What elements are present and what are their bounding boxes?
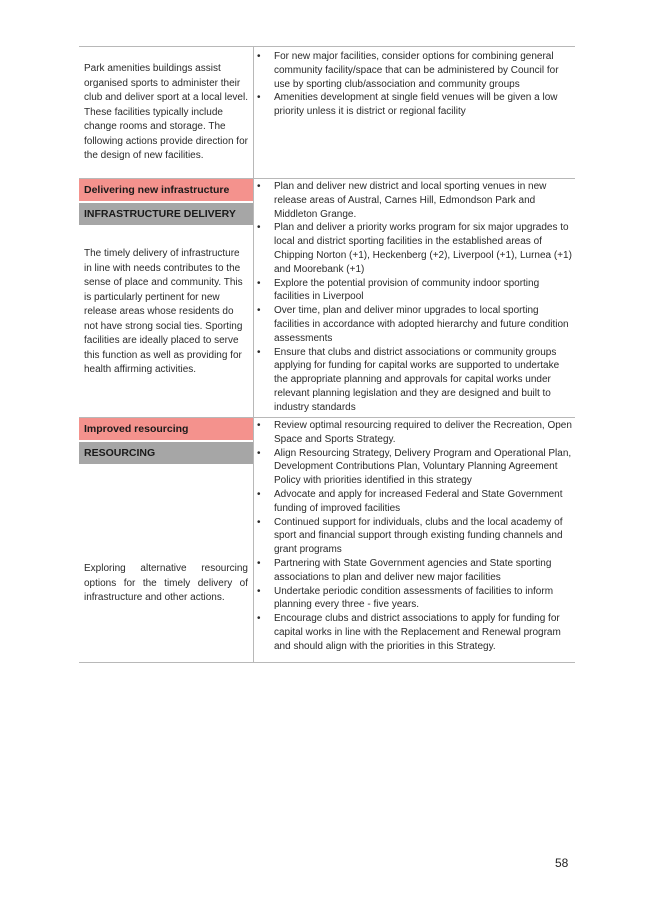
left-cell xyxy=(79,179,254,418)
left-cell xyxy=(79,47,254,179)
section-subheading: RESOURCING xyxy=(79,442,253,464)
action-list xyxy=(254,419,575,654)
table-row-infrastructure xyxy=(79,179,575,418)
bullet-icon: • xyxy=(257,51,261,62)
list-item: • Plan and deliver new district and local sporting venues in new release areas of Austral, Carnes Hill, Edmondson Park and Middleton Grange. xyxy=(257,181,547,220)
right-cell xyxy=(254,179,576,418)
section-heading: Delivering new infrastructure xyxy=(79,179,253,203)
right-cell xyxy=(254,47,576,179)
bullet-icon: • xyxy=(257,222,261,234)
bullet-icon: • xyxy=(257,181,261,192)
bullet-icon: • xyxy=(257,420,261,431)
list-item: • Advocate and apply for increased Federal and State Government funding of improved facilities xyxy=(257,488,563,514)
strategy-table xyxy=(79,46,575,663)
bullet-icon: • xyxy=(257,613,261,625)
list-item: • Align Resourcing Strategy, Delivery Program and Operational Plan, Development Contributions Plan, Voluntary Planning Agreement Policy with priorities identified in this strategy xyxy=(257,447,572,487)
section-heading: Improved resourcing xyxy=(79,418,253,442)
page-number: 58 xyxy=(555,856,569,870)
table-row-resourcing xyxy=(79,418,575,663)
list-item: • Review optimal resourcing required to deliver the Recreation, Open Space and Sports Strategy. xyxy=(257,420,572,445)
bullet-icon: • xyxy=(257,585,261,597)
list-item: • For new major facilities, consider options for combining general community facility/space that can be administered by Council for use by sporting club/association and community groups xyxy=(257,51,559,90)
list-item: • Amenities development at single field venues will be given a low priority unless it is district or regional facility xyxy=(257,92,558,118)
list-item: • Partnering with State Government agencies and State sporting associations to plan and deliver new major facilities xyxy=(257,557,552,583)
bullet-icon: • xyxy=(257,447,261,459)
left-cell xyxy=(79,418,254,663)
list-item: • Undertake periodic condition assessments of facilities to inform planning every three - five years. xyxy=(257,585,554,611)
list-item: • Ensure that clubs and district associations or community groups applying for funding for capital works are supported to undertake the appropriate planning and approvals for capital works under relevant planning legislation and they are designed and built to industry standards xyxy=(257,346,560,413)
table-row-amenities xyxy=(79,47,575,179)
description-text: Exploring alternative resourcing options for the timely delivery of infrastructure and other actions. xyxy=(84,563,248,603)
bullet-icon: • xyxy=(257,92,261,104)
action-list xyxy=(254,50,575,119)
bullet-icon: • xyxy=(257,488,261,500)
list-item: • Plan and deliver a priority works program for six major upgrades to local and district sporting facilities in the established areas of Chipping Norton (+1), Heckenberg (+2), Liverpool (+1), Lurnea (+1) and Moorebank (+1) xyxy=(257,222,572,275)
list-item: • Over time, plan and deliver minor upgrades to local sporting facilities in accordance with adopted hierarchy and future condition assessments xyxy=(257,305,569,344)
list-item: • Encourage clubs and district associations to apply for funding for capital works in line with the Replacement and Renewal program and should align with the priorities in this Strategy. xyxy=(257,613,561,652)
bullet-icon: • xyxy=(257,557,261,569)
list-item: • Continued support for individuals, clubs and the local academy of sport and financial support through existing funding channels and grant programs xyxy=(257,516,563,556)
bullet-icon: • xyxy=(257,305,261,317)
right-cell xyxy=(254,418,576,663)
bullet-icon: • xyxy=(257,516,261,528)
description-text: The timely delivery of infrastructure in line with needs contributes to the sense of place and community. This is particularly pertinent for new release areas whose residents do not have strong social ties. Sporting facilities are ideally placed to serve this function as well as providing for health affirming activities. xyxy=(84,248,243,375)
list-item: • Explore the potential provision of community indoor sporting facilities in Liverpool xyxy=(257,277,540,303)
description-text: Park amenities buildings assist organised sports to administer their club and deliver sport at a local level. These facilities typically include change rooms and storage. The following actions provide direction for the design of new facilities. xyxy=(84,63,248,161)
section-subheading: INFRASTRUCTURE DELIVERY xyxy=(79,203,253,225)
bullet-icon: • xyxy=(257,346,261,358)
action-list xyxy=(254,180,575,415)
bullet-icon: • xyxy=(257,277,261,289)
